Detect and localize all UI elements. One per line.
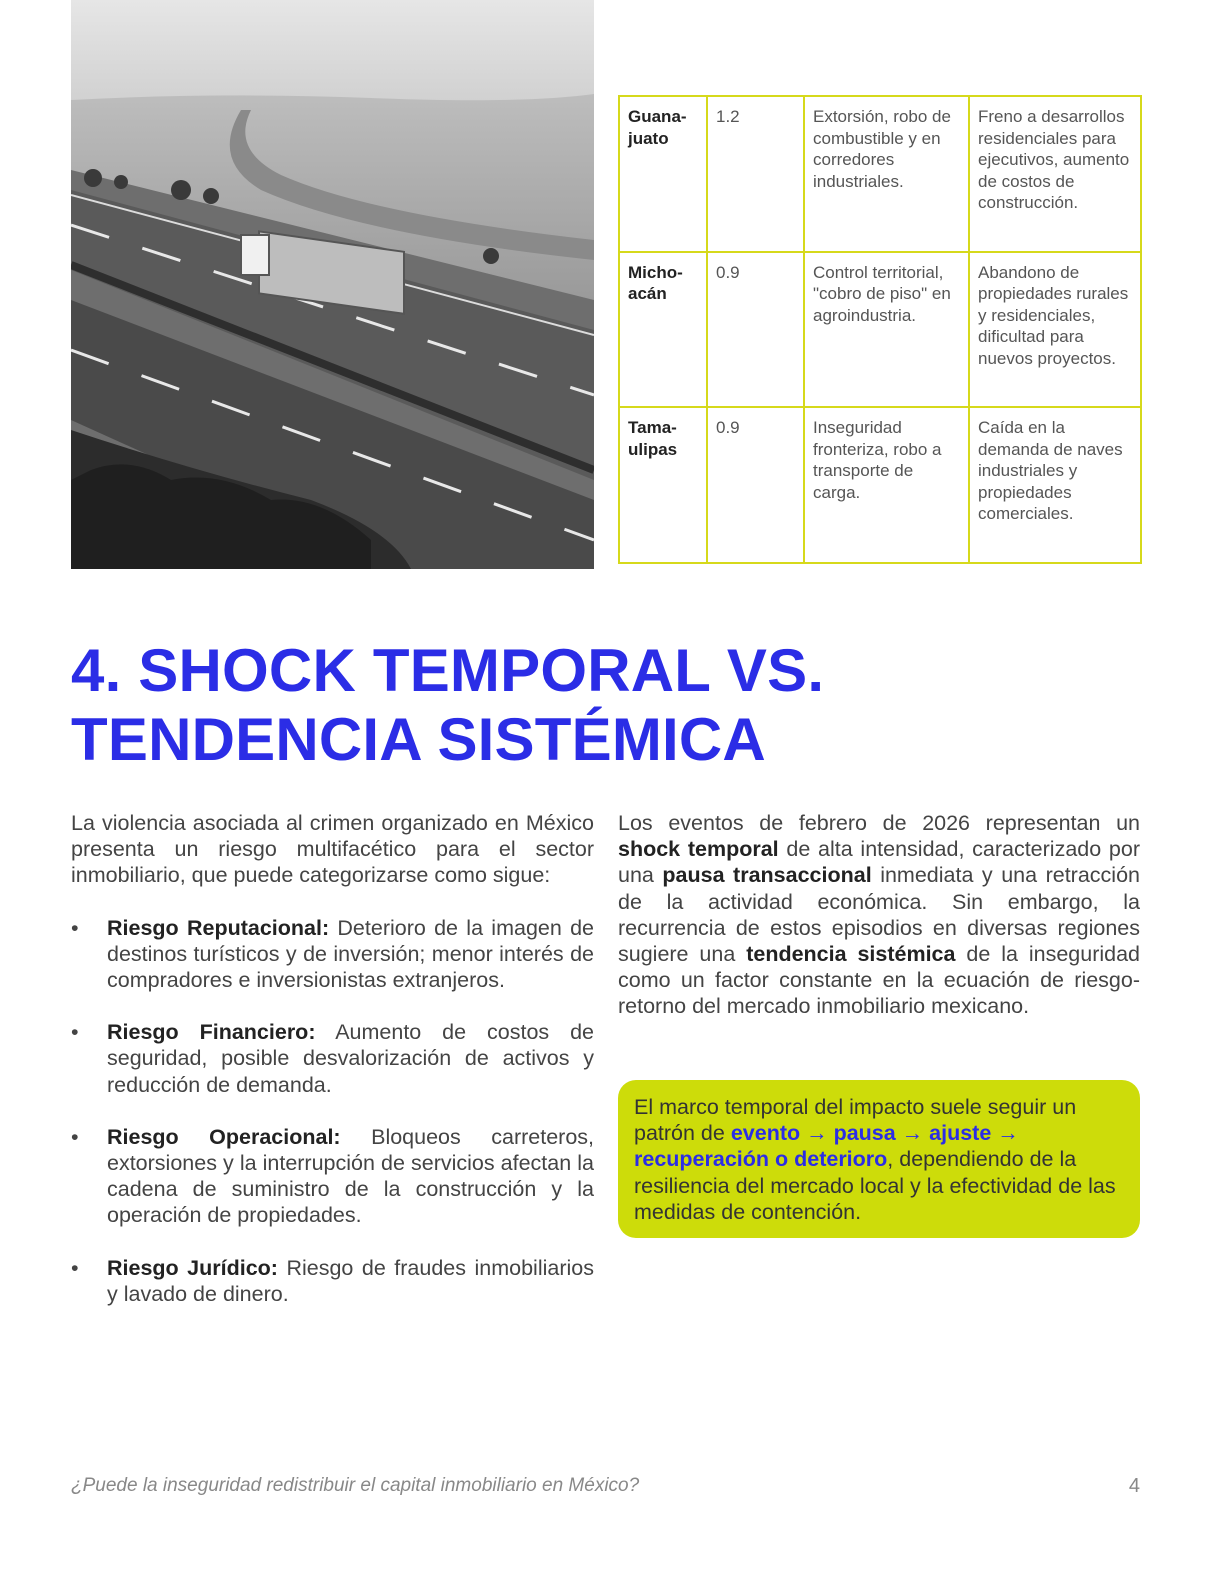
- list-item: [71, 915, 594, 994]
- intro-paragraph: La violencia asociada al crimen organizado en México presenta un riesgo multifacético para el sector inmobiliario, que puede categorizarse como sigue:: [71, 811, 594, 888]
- table-row: [619, 407, 1141, 563]
- risk-text: Aumento de costos de seguridad, posible desvalorización de activos y reducción de demanda.: [107, 1020, 594, 1097]
- text-run: inmediata y una retracción de la actividad económica. Sin embargo, la recurrencia de estos episodios en diversas regiones sugiere una: [618, 863, 1140, 967]
- list-item: [71, 1255, 594, 1307]
- threats-cell: Control territorial, "cobro de piso" en agroindustria.: [804, 252, 969, 408]
- emphasis-shock-temporal: shock temporal: [618, 837, 779, 862]
- value-cell: 1.2: [707, 96, 804, 252]
- impact-cell: Abandono de propiedades rurales y residenciales, dificultad para nuevos proyectos.: [969, 252, 1141, 408]
- risk-term: Riesgo Reputacional:: [107, 915, 330, 940]
- value-cell: 0.9: [707, 252, 804, 408]
- threats-cell: Extorsión, robo de combustible y en corredores industriales.: [804, 96, 969, 252]
- page-number: 4: [1128, 1475, 1140, 1497]
- impact-cell: Freno a desarrollos residenciales para ejecutivos, aumento de costos de construcción.: [969, 96, 1141, 252]
- right-column: [618, 810, 1140, 1020]
- risk-text: Bloqueos carreteros, extorsiones y la interrupción de servicios afectan la cadena de suministro de la construcción y la operación de propiedades.: [107, 1124, 594, 1228]
- emphasis-pausa-transaccional: pausa transaccional: [662, 863, 872, 888]
- callout-text: , dependiendo de la resiliencia del mercado local y la efectividad de las medidas de contención.: [634, 1147, 1116, 1224]
- risk-term: Riesgo Jurídico:: [107, 1255, 278, 1280]
- highway-truck-illustration: [71, 0, 594, 569]
- state-cell: Micho-acán: [619, 252, 707, 408]
- list-item: [71, 1019, 594, 1098]
- bullet-icon: •: [71, 1255, 79, 1280]
- impact-cell: Caída en la demanda de naves industriales y propiedades comerciales.: [969, 407, 1141, 563]
- bullet-icon: •: [71, 1020, 79, 1045]
- left-column: [71, 810, 594, 1333]
- risk-term: Riesgo Operacional:: [107, 1124, 341, 1149]
- text-run: de alta intensidad, caracterizado por una: [618, 837, 1140, 888]
- callout-box: [618, 1080, 1140, 1238]
- state-cell: Tama-ulipas: [619, 407, 707, 563]
- risk-term: Riesgo Financiero:: [107, 1020, 316, 1045]
- text-run: de la inseguridad como un factor constante en la ecuación de riesgo-retorno del mercado inmobiliario mexicano.: [618, 942, 1140, 1019]
- list-item: [71, 1124, 594, 1229]
- table-row: [619, 252, 1141, 408]
- value-cell: 0.9: [707, 407, 804, 563]
- callout-highlight: evento → pausa → ajuste → recuperación o deterioro: [634, 1121, 1019, 1172]
- shock-paragraph: [618, 810, 1140, 1020]
- footer-document-title: ¿Puede la inseguridad redistribuir el capital inmobiliario en México?: [71, 1475, 640, 1496]
- risk-text: Deterioro de la imagen de destinos turísticos y de inversión; menor interés de compradores e inversionistas extranjeros.: [107, 915, 595, 993]
- risk-list: [71, 915, 594, 1307]
- highway-truck-photo: [71, 0, 594, 569]
- text-run: Los eventos de febrero de 2026 representan un: [618, 811, 1140, 835]
- risk-text: Riesgo de fraudes inmobiliarios y lavado de dinero.: [107, 1255, 594, 1306]
- state-cell: Guana-juato: [619, 96, 707, 252]
- callout-text: El marco temporal del impacto suele seguir un patrón de: [634, 1095, 1077, 1146]
- emphasis-tendencia-sistemica: tendencia sistémica: [746, 942, 956, 967]
- section-title: 4. SHOCK TEMPORAL VS. TENDENCIA SISTÉMICA: [71, 637, 825, 773]
- bullet-icon: •: [71, 915, 79, 940]
- table-row: [619, 96, 1141, 252]
- bullet-icon: •: [71, 1124, 79, 1149]
- threats-cell: Inseguridad fronteriza, robo a transporte de carga.: [804, 407, 969, 563]
- risk-by-state-table: [618, 95, 1142, 564]
